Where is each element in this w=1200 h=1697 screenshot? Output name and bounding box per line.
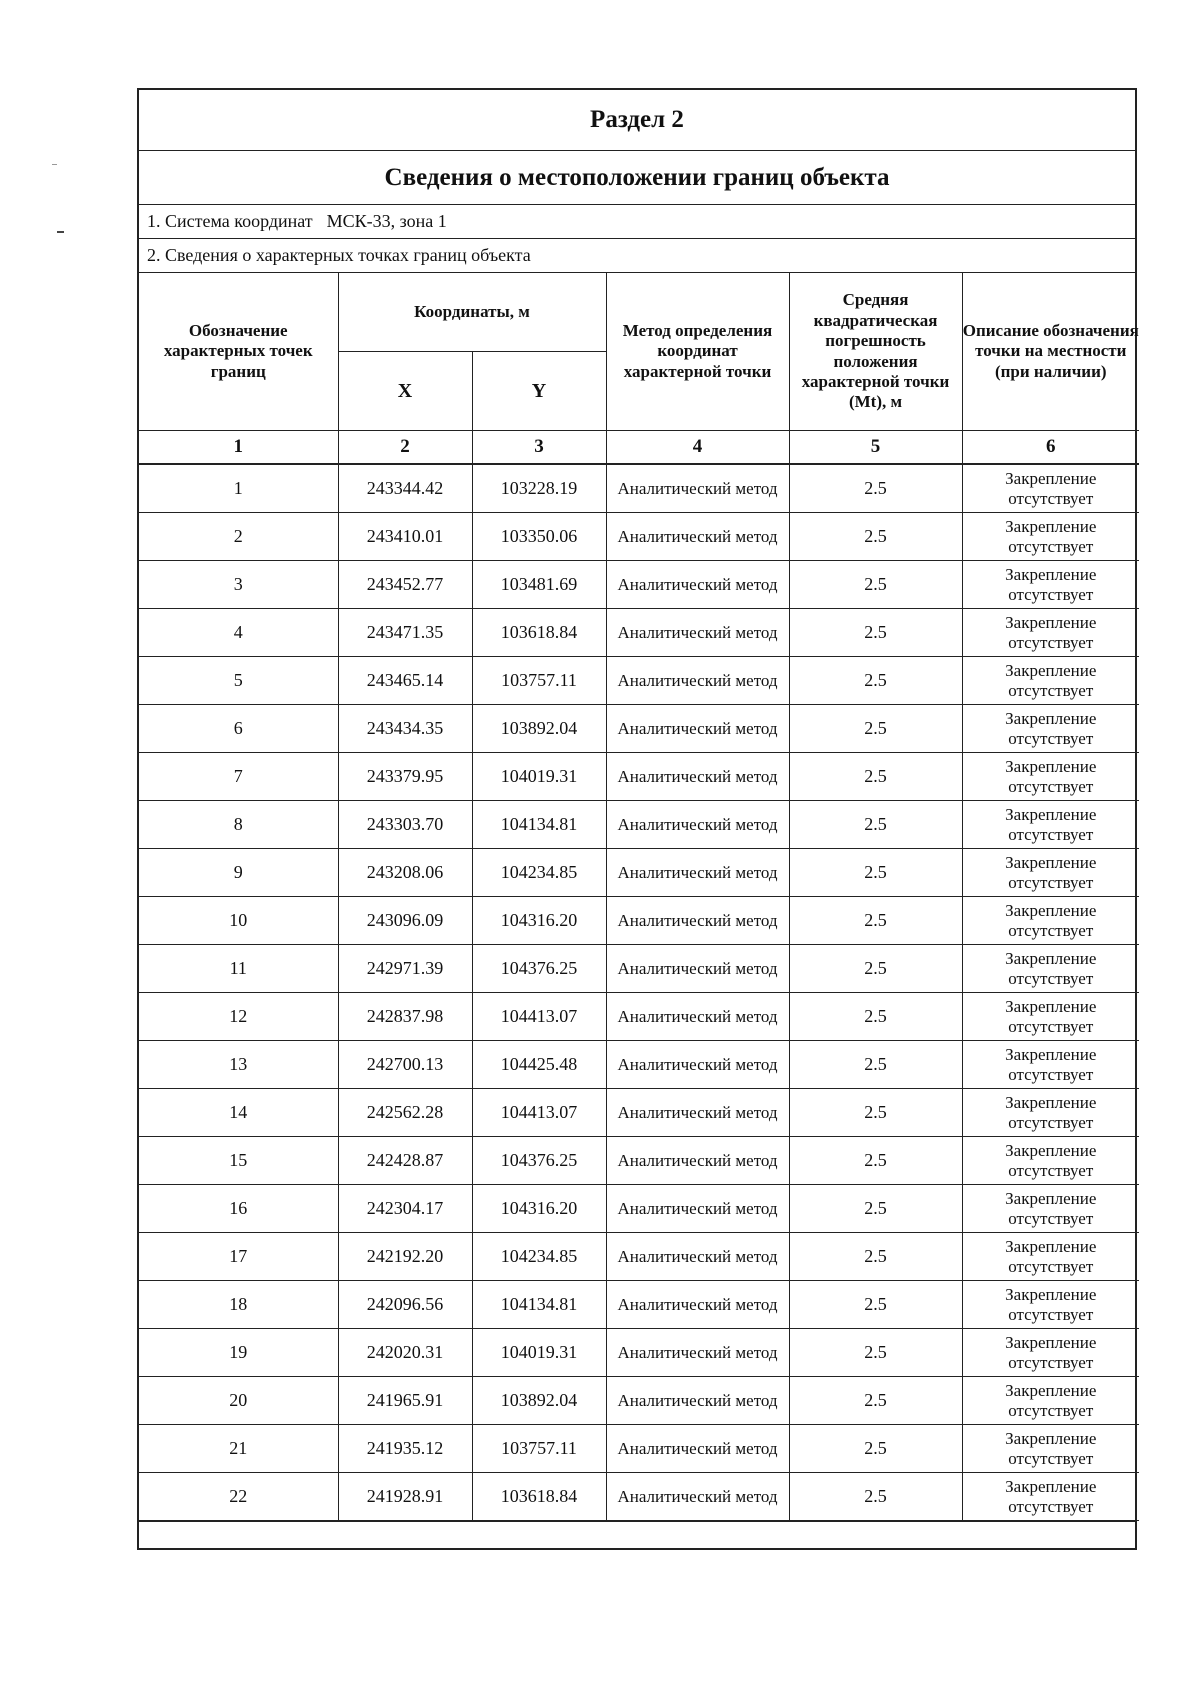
y-coordinate-cell: 104376.25 (472, 1137, 606, 1185)
method-cell: Аналитический метод (606, 1137, 789, 1185)
method-cell: Аналитический метод (606, 1089, 789, 1137)
column-number-cell: 5 (789, 431, 962, 465)
column-number-cell: 3 (472, 431, 606, 465)
header-designation: Обозначение характерных точек границ (139, 273, 338, 431)
error-value-cell: 2.5 (789, 561, 962, 609)
x-coordinate-cell: 241935.12 (338, 1425, 472, 1473)
description-cell: Закрепление отсутствует (962, 1185, 1139, 1233)
description-cell: Закрепление отсутствует (962, 849, 1139, 897)
point-number-cell: 17 (139, 1233, 338, 1281)
points-section-header: 2. Сведения о характерных точках границ объекта (139, 239, 1135, 273)
table-row (139, 1425, 1139, 1473)
x-coordinate-cell: 242562.28 (338, 1089, 472, 1137)
x-coordinate-cell: 242304.17 (338, 1185, 472, 1233)
table-row (139, 609, 1139, 657)
method-cell: Аналитический метод (606, 513, 789, 561)
description-cell: Закрепление отсутствует (962, 657, 1139, 705)
error-value-cell: 2.5 (789, 1377, 962, 1425)
description-cell: Закрепление отсутствует (962, 1089, 1139, 1137)
point-number-cell: 3 (139, 561, 338, 609)
table-row (139, 1233, 1139, 1281)
point-number-cell: 6 (139, 705, 338, 753)
error-value-cell: 2.5 (789, 657, 962, 705)
table-row (139, 1329, 1139, 1377)
y-coordinate-cell: 103618.84 (472, 1473, 606, 1521)
error-value-cell: 2.5 (789, 1185, 962, 1233)
description-cell: Закрепление отсутствует (962, 1377, 1139, 1425)
point-number-cell: 10 (139, 897, 338, 945)
y-coordinate-cell: 103350.06 (472, 513, 606, 561)
table-row (139, 945, 1139, 993)
error-value-cell: 2.5 (789, 1281, 962, 1329)
x-coordinate-cell: 241928.91 (338, 1473, 472, 1521)
x-coordinate-cell: 243471.35 (338, 609, 472, 657)
table-row (139, 513, 1139, 561)
description-cell: Закрепление отсутствует (962, 1281, 1139, 1329)
x-coordinate-cell: 242192.20 (338, 1233, 472, 1281)
method-cell: Аналитический метод (606, 1041, 789, 1089)
method-cell: Аналитический метод (606, 464, 789, 513)
x-coordinate-cell: 242837.98 (338, 993, 472, 1041)
point-number-cell: 14 (139, 1089, 338, 1137)
header-description: Описание обозначения точки на местности (при наличии) (962, 273, 1139, 431)
y-coordinate-cell: 104134.81 (472, 1281, 606, 1329)
column-numbers-row (139, 431, 1139, 465)
method-cell: Аналитический метод (606, 609, 789, 657)
x-coordinate-cell: 242428.87 (338, 1137, 472, 1185)
method-cell: Аналитический метод (606, 993, 789, 1041)
x-coordinate-cell: 243379.95 (338, 753, 472, 801)
table-row (139, 1185, 1139, 1233)
method-cell: Аналитический метод (606, 753, 789, 801)
description-cell: Закрепление отсутствует (962, 513, 1139, 561)
description-cell: Закрепление отсутствует (962, 897, 1139, 945)
point-number-cell: 8 (139, 801, 338, 849)
x-coordinate-cell: 242971.39 (338, 945, 472, 993)
point-number-cell: 20 (139, 1377, 338, 1425)
error-value-cell: 2.5 (789, 1329, 962, 1377)
x-coordinate-cell: 243344.42 (338, 464, 472, 513)
y-coordinate-cell: 104376.25 (472, 945, 606, 993)
point-number-cell: 2 (139, 513, 338, 561)
point-number-cell: 1 (139, 464, 338, 513)
x-coordinate-cell: 242020.31 (338, 1329, 472, 1377)
point-number-cell: 16 (139, 1185, 338, 1233)
error-value-cell: 2.5 (789, 464, 962, 513)
error-value-cell: 2.5 (789, 801, 962, 849)
description-cell: Закрепление отсутствует (962, 1329, 1139, 1377)
y-coordinate-cell: 103481.69 (472, 561, 606, 609)
table-row (139, 561, 1139, 609)
scan-artifact (52, 164, 57, 165)
method-cell: Аналитический метод (606, 705, 789, 753)
table-row (139, 1041, 1139, 1089)
point-number-cell: 9 (139, 849, 338, 897)
table-row (139, 1377, 1139, 1425)
table-row (139, 993, 1139, 1041)
error-value-cell: 2.5 (789, 1041, 962, 1089)
point-number-cell: 7 (139, 753, 338, 801)
description-cell: Закрепление отсутствует (962, 801, 1139, 849)
error-value-cell: 2.5 (789, 1425, 962, 1473)
point-number-cell: 5 (139, 657, 338, 705)
description-cell: Закрепление отсутствует (962, 1137, 1139, 1185)
point-number-cell: 18 (139, 1281, 338, 1329)
points-table-body (139, 464, 1139, 1521)
error-value-cell: 2.5 (789, 513, 962, 561)
error-value-cell: 2.5 (789, 1089, 962, 1137)
y-coordinate-cell: 103892.04 (472, 1377, 606, 1425)
description-cell: Закрепление отсутствует (962, 705, 1139, 753)
error-value-cell: 2.5 (789, 1233, 962, 1281)
x-coordinate-cell: 243410.01 (338, 513, 472, 561)
table-row (139, 657, 1139, 705)
method-cell: Аналитический метод (606, 945, 789, 993)
x-coordinate-cell: 243434.35 (338, 705, 472, 753)
x-coordinate-cell: 243303.70 (338, 801, 472, 849)
header-coordinates: Координаты, м (338, 273, 606, 352)
point-number-cell: 21 (139, 1425, 338, 1473)
point-number-cell: 11 (139, 945, 338, 993)
description-cell: Закрепление отсутствует (962, 753, 1139, 801)
method-cell: Аналитический метод (606, 1281, 789, 1329)
table-row (139, 897, 1139, 945)
y-coordinate-cell: 104413.07 (472, 993, 606, 1041)
method-cell: Аналитический метод (606, 657, 789, 705)
y-coordinate-cell: 104019.31 (472, 753, 606, 801)
description-cell: Закрепление отсутствует (962, 945, 1139, 993)
point-number-cell: 13 (139, 1041, 338, 1089)
description-cell: Закрепление отсутствует (962, 1425, 1139, 1473)
description-cell: Закрепление отсутствует (962, 464, 1139, 513)
method-cell: Аналитический метод (606, 1377, 789, 1425)
coordinate-system-row (139, 205, 1135, 239)
y-coordinate-cell: 103892.04 (472, 705, 606, 753)
y-coordinate-cell: 103618.84 (472, 609, 606, 657)
x-coordinate-cell: 242096.56 (338, 1281, 472, 1329)
description-cell: Закрепление отсутствует (962, 561, 1139, 609)
description-cell: Закрепление отсутствует (962, 993, 1139, 1041)
method-cell: Аналитический метод (606, 801, 789, 849)
error-value-cell: 2.5 (789, 897, 962, 945)
coordinate-system-value: МСК-33, зона 1 (326, 211, 447, 231)
y-coordinate-cell: 104234.85 (472, 1233, 606, 1281)
y-coordinate-cell: 104019.31 (472, 1329, 606, 1377)
table-row (139, 1473, 1139, 1521)
scan-artifact (57, 231, 64, 233)
table-row (139, 1137, 1139, 1185)
table-row (139, 1281, 1139, 1329)
table-row (139, 849, 1139, 897)
y-coordinate-cell: 104316.20 (472, 897, 606, 945)
column-number-cell: 6 (962, 431, 1139, 465)
header-method: Метод определения координат характерной точки (606, 273, 789, 431)
method-cell: Аналитический метод (606, 1425, 789, 1473)
x-coordinate-cell: 241965.91 (338, 1377, 472, 1425)
y-coordinate-cell: 104234.85 (472, 849, 606, 897)
y-coordinate-cell: 103228.19 (472, 464, 606, 513)
error-value-cell: 2.5 (789, 609, 962, 657)
document-frame (137, 88, 1137, 1550)
point-number-cell: 15 (139, 1137, 338, 1185)
coordinate-system-label: 1. Система координат (147, 211, 313, 231)
error-value-cell: 2.5 (789, 1137, 962, 1185)
column-number-cell: 1 (139, 431, 338, 465)
table-row (139, 464, 1139, 513)
y-coordinate-cell: 104316.20 (472, 1185, 606, 1233)
y-coordinate-cell: 103757.11 (472, 657, 606, 705)
y-coordinate-cell: 104413.07 (472, 1089, 606, 1137)
error-value-cell: 2.5 (789, 849, 962, 897)
x-coordinate-cell: 243096.09 (338, 897, 472, 945)
description-cell: Закрепление отсутствует (962, 1233, 1139, 1281)
y-coordinate-cell: 103757.11 (472, 1425, 606, 1473)
table-row (139, 801, 1139, 849)
method-cell: Аналитический метод (606, 1185, 789, 1233)
method-cell: Аналитический метод (606, 1473, 789, 1521)
error-value-cell: 2.5 (789, 705, 962, 753)
column-number-cell: 4 (606, 431, 789, 465)
error-value-cell: 2.5 (789, 1473, 962, 1521)
method-cell: Аналитический метод (606, 897, 789, 945)
y-coordinate-cell: 104134.81 (472, 801, 606, 849)
method-cell: Аналитический метод (606, 1329, 789, 1377)
x-coordinate-cell: 243452.77 (338, 561, 472, 609)
error-value-cell: 2.5 (789, 945, 962, 993)
table-row (139, 705, 1139, 753)
method-cell: Аналитический метод (606, 849, 789, 897)
document-title: Сведения о местоположении границ объекта (139, 151, 1135, 205)
description-cell: Закрепление отсутствует (962, 609, 1139, 657)
point-number-cell: 4 (139, 609, 338, 657)
point-number-cell: 19 (139, 1329, 338, 1377)
error-value-cell: 2.5 (789, 993, 962, 1041)
column-number-cell: 2 (338, 431, 472, 465)
section-title: Раздел 2 (139, 90, 1135, 151)
y-coordinate-cell: 104425.48 (472, 1041, 606, 1089)
header-error: Средняя квадратическая погрешность положения характерной точки (Mt), м (789, 273, 962, 431)
x-coordinate-cell: 242700.13 (338, 1041, 472, 1089)
x-coordinate-cell: 243208.06 (338, 849, 472, 897)
points-table (139, 273, 1139, 1521)
table-row (139, 1089, 1139, 1137)
table-row (139, 753, 1139, 801)
x-coordinate-cell: 243465.14 (338, 657, 472, 705)
header-y: Y (472, 352, 606, 431)
point-number-cell: 22 (139, 1473, 338, 1521)
point-number-cell: 12 (139, 993, 338, 1041)
method-cell: Аналитический метод (606, 561, 789, 609)
header-x: X (338, 352, 472, 431)
table-bottom-strip (139, 1521, 1135, 1548)
description-cell: Закрепление отсутствует (962, 1473, 1139, 1521)
method-cell: Аналитический метод (606, 1233, 789, 1281)
description-cell: Закрепление отсутствует (962, 1041, 1139, 1089)
error-value-cell: 2.5 (789, 753, 962, 801)
